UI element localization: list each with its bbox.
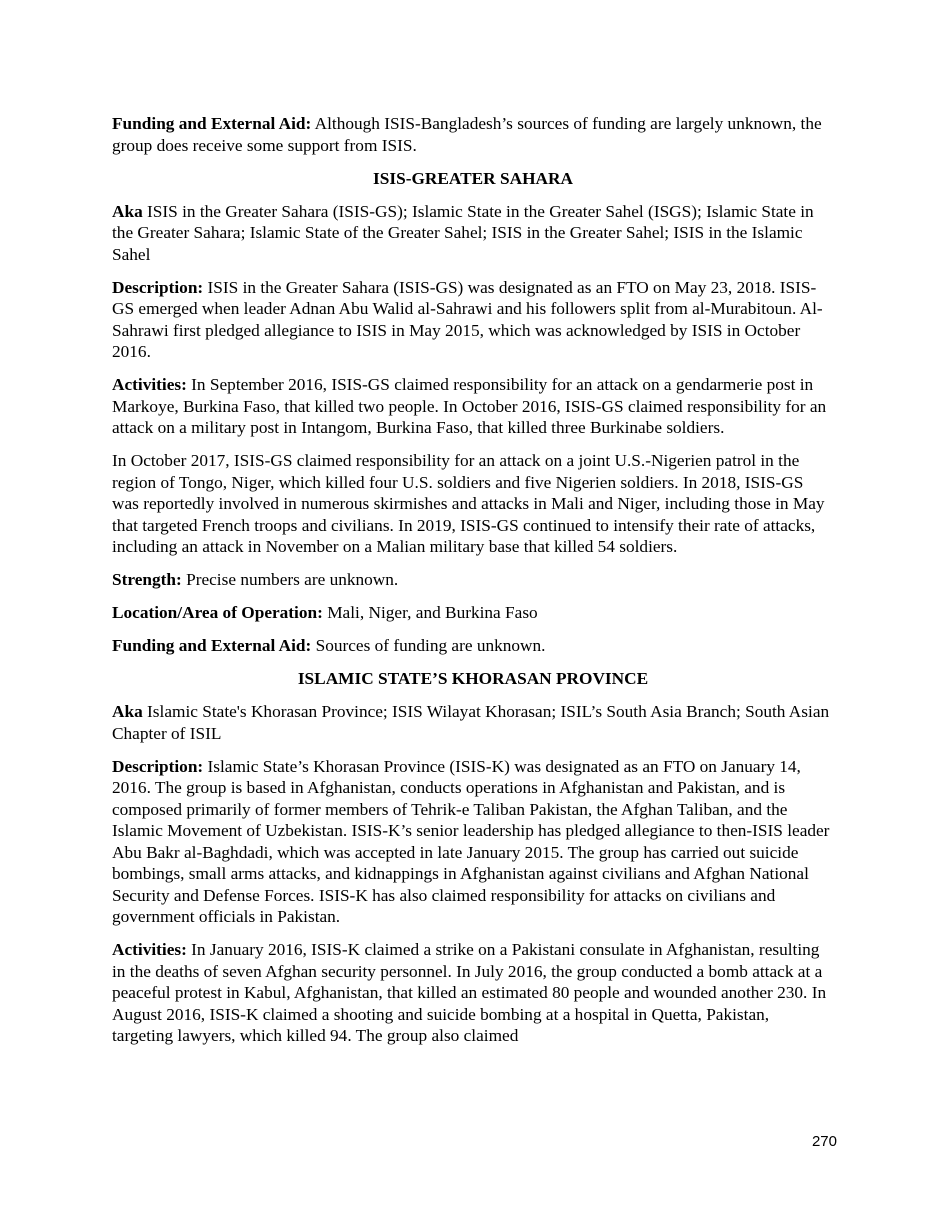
funding-text: Although ISIS-Bangladesh’s sources of funding are largely unknown, the group does receive some support from ISIS.	[112, 114, 822, 155]
description-label: Description:	[112, 756, 204, 776]
funding-paragraph-isis-bangladesh	[112, 113, 834, 156]
aka-paragraph	[112, 201, 834, 266]
activities-label: Activities:	[112, 940, 187, 959]
description-text: ISIS in the Greater Sahara (ISIS-GS) was designated as an FTO on May 23, 2018. ISIS-GS emerged when leader Adnan Abu Walid al-Sahrawi and his followers split from al-Murabitoun. Al-Sahrawi first pledged allegiance to ISIS in May 2015, which was acknowledged by ISIS in October 2016.	[112, 277, 823, 361]
activities-label: Activities:	[112, 375, 187, 394]
section-heading-isis-khorasan: ISLAMIC STATE’S KHORASAN PROVINCE	[297, 669, 649, 688]
description-paragraph	[112, 277, 834, 363]
funding-label: Funding and External Aid:	[112, 114, 312, 133]
activities-paragraph	[112, 939, 834, 1047]
activities-continued-paragraph: In October 2017, ISIS-GS claimed responsibility for an attack on a joint U.S.-Nigerien patrol in the region of Tongo, Niger, which killed four U.S. soldiers and five Nigerien soldiers. In 2018, ISIS-GS was reportedly involved in numerous skirmishes and attacks in Mali and Niger, including those in May that targeted French troops and civilians. In 2019, ISIS-GS continued to intensify their rate of attacks, including an attack in November on a Malian military base that killed 54 soldiers.	[112, 451, 825, 556]
aka-label: Aka	[112, 201, 143, 221]
aka-text: Islamic State's Khorasan Province; ISIS Wilayat Khorasan; ISIL’s South Asia Branch; South Asian Chapter of ISIL	[112, 702, 830, 743]
aka-text: ISIS in the Greater Sahara (ISIS-GS); Islamic State in the Greater Sahel (ISGS); Islamic State in the Greater Sahara; Islamic State of the Greater Sahel; ISIS in the Greater Sahel; ISIS in the Islamic Sahel	[112, 201, 814, 264]
activities-text: In September 2016, ISIS-GS claimed responsibility for an attack on a gendarmerie post in Markoye, Burkina Faso, that killed two people. In October 2016, ISIS-GS claimed responsibility for an attack on a military post in Intangom, Burkina Faso, that killed three Burkinabe soldiers.	[112, 375, 827, 437]
funding-text: Sources of funding are unknown.	[311, 636, 546, 655]
strength-label: Strength:	[112, 570, 182, 589]
aka-paragraph	[112, 701, 834, 744]
page-number: 270	[811, 1133, 837, 1150]
description-label: Description:	[112, 277, 204, 297]
aka-label: Aka	[112, 702, 143, 721]
location-paragraph	[112, 602, 834, 624]
description-paragraph	[112, 756, 834, 928]
strength-text: Precise numbers are unknown.	[181, 570, 399, 589]
activities-paragraph	[112, 374, 834, 439]
strength-paragraph	[112, 569, 834, 591]
funding-paragraph-isis-gs	[112, 635, 834, 657]
description-text: Islamic State’s Khorasan Province (ISIS-K) was designated as an FTO on January 14, 2016. The group is based in Afghanistan, conducts operations in Afghanistan and Pakistan, and is composed primarily of former members of Tehrik-e Taliban Pakistan, the Afghan Taliban, and the Islamic Movement of Uzbekistan. ISIS-K’s senior leadership has pledged allegiance to then-ISIS leader Abu Bakr al-Baghdadi, which was accepted in late January 2015. The group has carried out suicide bombings, small arms attacks, and kidnappings in Afghanistan against civilians and Afghan National Security and Defense Forces. ISIS-K has also claimed responsibility for attacks on civilians and government officials in Pakistan.	[112, 756, 830, 926]
funding-label: Funding and External Aid:	[112, 636, 312, 655]
activities-text: In January 2016, ISIS-K claimed a strike on a Pakistani consulate in Afghanistan, resulting in the deaths of seven Afghan security personnel. In July 2016, the group conducted a bomb attack at a peaceful protest in Kabul, Afghanistan, that killed an estimated 80 people and wounded another 230. In August 2016, ISIS-K claimed a shooting and suicide bombing at a hospital in Quetta, Pakistan, targeting lawyers, which killed 94. The group also claimed	[112, 940, 827, 1045]
document-page	[112, 113, 834, 1058]
location-label: Location/Area of Operation:	[112, 603, 323, 622]
section-heading-isis-greater-sahara: ISIS-GREATER SAHARA	[373, 168, 573, 188]
location-text: Mali, Niger, and Burkina Faso	[322, 603, 538, 622]
